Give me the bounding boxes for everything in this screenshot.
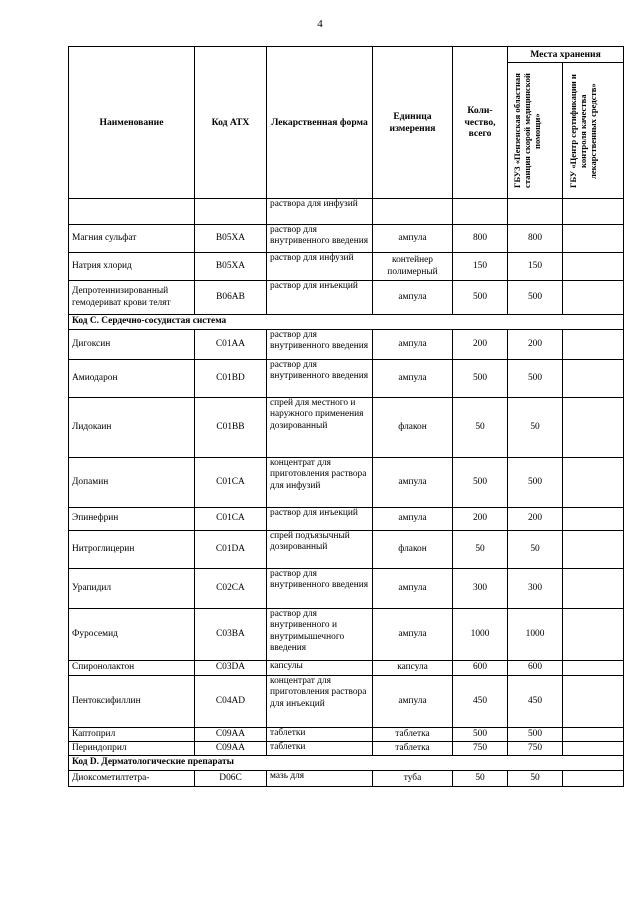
cell-atc-code: C09AA [195,728,267,742]
cell-storage-2 [563,508,624,531]
cell-dosage-form: раствор для инъекций [267,508,373,531]
cell-unit: капсула [373,661,453,676]
cell-quantity: 500 [453,360,508,398]
cell-dosage-form: спрей подъязычный дозированный [267,531,373,569]
cell-atc-code: C01BB [195,398,267,458]
cell-name: Каптоприл [69,728,195,742]
section-label: Код D. Дерматологические препараты [69,756,624,771]
cell-dosage-form: раствор для внутривенного введения [267,360,373,398]
col-header-storage: Места хранения [508,47,624,63]
cell-storage-2 [563,458,624,508]
cell-atc-code: B06AB [195,281,267,315]
cell-unit: ампула [373,330,453,360]
cell-unit: ампула [373,360,453,398]
cell-storage-1: 750 [508,742,563,756]
cell-storage-1: 450 [508,676,563,728]
cell-quantity: 150 [453,253,508,281]
page-number: 4 [317,18,323,30]
cell-storage-2 [563,742,624,756]
cell-atc-code: D06C [195,771,267,787]
cell-dosage-form: таблетки [267,742,373,756]
cell-dosage-form: капсулы [267,661,373,676]
cell-quantity: 200 [453,330,508,360]
cell-storage-1: 50 [508,398,563,458]
cell-name: Амиодарон [69,360,195,398]
cell-name: Фуросемид [69,609,195,661]
cell-quantity: 600 [453,661,508,676]
cell-atc-code: C03DA [195,661,267,676]
cell-dosage-form: раствора для инфузий [267,199,373,225]
cell-storage-1: 150 [508,253,563,281]
table-row [69,661,624,676]
cell-atc-code: C01DA [195,531,267,569]
cell-dosage-form: таблетки [267,728,373,742]
cell-quantity: 50 [453,771,508,787]
table-row [69,609,624,661]
cell-atc-code: C01CA [195,458,267,508]
cell-unit: ампула [373,508,453,531]
cell-quantity [453,199,508,225]
cell-name: Лидокаин [69,398,195,458]
cell-atc-code: C04AD [195,676,267,728]
cell-quantity: 500 [453,458,508,508]
header-row-top [69,47,624,63]
cell-dosage-form: раствор для инъекций [267,281,373,315]
cell-quantity: 200 [453,508,508,531]
cell-dosage-form: концентрат для приготовления раствора для инфузий [267,458,373,508]
cell-name: Урапидил [69,569,195,609]
storage-2-label: ГБУ «Центр сертификации и контроля качества лекарственных средств» [568,73,598,188]
cell-storage-2 [563,330,624,360]
cell-name: Пентоксифиллин [69,676,195,728]
cell-name: Диоксометилтетра- [69,771,195,787]
col-header-storage-1 [508,63,563,199]
cell-storage-2 [563,728,624,742]
cell-storage-2 [563,531,624,569]
cell-storage-1: 500 [508,281,563,315]
cell-storage-1: 200 [508,508,563,531]
cell-dosage-form: раствор для внутривенного введения [267,569,373,609]
cell-storage-2 [563,199,624,225]
table-row [69,458,624,508]
cell-name: Депротеинизированный гемодериват крови телят [69,281,195,315]
cell-storage-1: 50 [508,771,563,787]
cell-storage-2 [563,225,624,253]
cell-unit [373,199,453,225]
cell-dosage-form: раствор для инфузий [267,253,373,281]
cell-name [69,199,195,225]
cell-unit: ампула [373,569,453,609]
cell-name: Натрия хлорид [69,253,195,281]
cell-atc-code: B05XA [195,253,267,281]
cell-quantity: 300 [453,569,508,609]
cell-storage-2 [563,360,624,398]
cell-storage-1: 800 [508,225,563,253]
cell-unit: ампула [373,458,453,508]
cell-atc-code: C03BA [195,609,267,661]
cell-unit: туба [373,771,453,787]
table-row [69,360,624,398]
cell-name: Периндоприл [69,742,195,756]
cell-atc-code: C01AA [195,330,267,360]
cell-name: Дигоксин [69,330,195,360]
table-row [69,281,624,315]
cell-atc-code: B05XA [195,225,267,253]
cell-name: Эпинефрин [69,508,195,531]
cell-name: Нитроглицерин [69,531,195,569]
cell-name: Магния сульфат [69,225,195,253]
col-header-unit: Единица измерения [373,47,453,199]
cell-storage-1: 500 [508,458,563,508]
col-header-name: Наименование [69,47,195,199]
cell-dosage-form: мазь для [267,771,373,787]
cell-storage-2 [563,569,624,609]
cell-dosage-form: раствор для внутривенного и внутримышечного введения [267,609,373,661]
table-row [69,225,624,253]
cell-quantity: 750 [453,742,508,756]
cell-quantity: 500 [453,728,508,742]
table-row [69,728,624,742]
cell-unit: ампула [373,281,453,315]
cell-storage-2 [563,771,624,787]
table-row [69,508,624,531]
cell-dosage-form: раствор для внутривенного введения [267,225,373,253]
cell-unit: таблетка [373,728,453,742]
cell-unit: флакон [373,531,453,569]
cell-dosage-form: раствор для внутривенного введения [267,330,373,360]
cell-name: Допамин [69,458,195,508]
table-row [69,742,624,756]
col-header-code: Код АТХ [195,47,267,199]
cell-storage-1: 1000 [508,609,563,661]
medicines-table [68,46,624,787]
table-row [69,676,624,728]
cell-quantity: 500 [453,281,508,315]
col-header-form: Лекарственная форма [267,47,373,199]
table-row [69,330,624,360]
section-row [69,756,624,771]
table-row [69,771,624,787]
table-body [69,199,624,787]
cell-storage-2 [563,398,624,458]
cell-dosage-form: спрей для местного и наружного применения дозированный [267,398,373,458]
section-row [69,315,624,330]
cell-unit: флакон [373,398,453,458]
cell-atc-code: C01BD [195,360,267,398]
cell-atc-code [195,199,267,225]
cell-unit: ампула [373,225,453,253]
cell-atc-code: C09AA [195,742,267,756]
col-header-storage-2 [563,63,624,199]
cell-unit: ампула [373,676,453,728]
cell-storage-1 [508,199,563,225]
col-header-qty: Коли-чество, всего [453,47,508,199]
table-row [69,569,624,609]
cell-storage-2 [563,281,624,315]
cell-quantity: 450 [453,676,508,728]
table-row [69,531,624,569]
storage-1-label: ГБУЗ «Пензенская областная станция скорой медицинской помощи» [512,73,542,188]
cell-storage-1: 500 [508,728,563,742]
cell-dosage-form: концентрат для приготовления раствора для инъекций [267,676,373,728]
cell-storage-2 [563,609,624,661]
table-row [69,253,624,281]
table-row [69,199,624,225]
cell-storage-1: 50 [508,531,563,569]
cell-atc-code: C02CA [195,569,267,609]
section-label: Код C. Сердечно-сосудистая система [69,315,624,330]
cell-storage-2 [563,676,624,728]
cell-unit: таблетка [373,742,453,756]
cell-storage-1: 600 [508,661,563,676]
cell-storage-2 [563,253,624,281]
cell-storage-1: 500 [508,360,563,398]
cell-quantity: 1000 [453,609,508,661]
cell-storage-2 [563,661,624,676]
cell-unit: контейнер полимерный [373,253,453,281]
cell-unit: ампула [373,609,453,661]
cell-atc-code: C01CA [195,508,267,531]
cell-quantity: 800 [453,225,508,253]
cell-storage-1: 200 [508,330,563,360]
cell-name: Спиронолактон [69,661,195,676]
cell-storage-1: 300 [508,569,563,609]
table-row [69,398,624,458]
cell-quantity: 50 [453,398,508,458]
cell-quantity: 50 [453,531,508,569]
